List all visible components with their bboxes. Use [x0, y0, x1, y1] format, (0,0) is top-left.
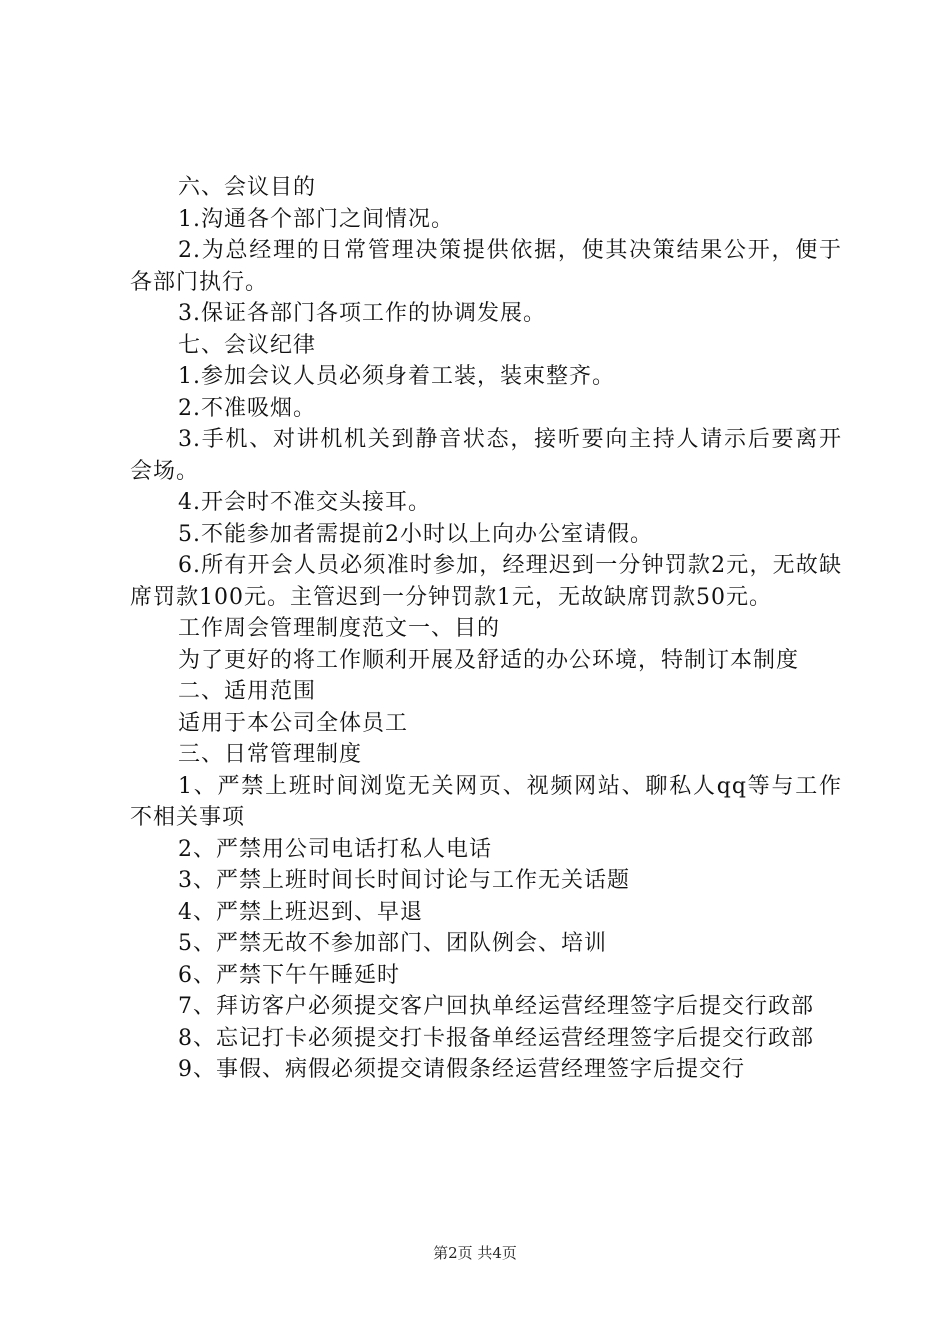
paragraph: 为了更好的将工作顺利开展及舒适的办公环境，特制订本制度 — [178, 647, 800, 673]
paragraph: 2.不准吸烟。 — [178, 395, 316, 421]
paragraph: 6.所有开会人员必须准时参加，经理迟到一分钟罚款2元，无故缺席罚款100元。主管迟到一分钟罚款1元，无故缺席罚款50元。 — [130, 553, 842, 610]
paragraph: 工作周会管理制度范文一、目的 — [178, 616, 501, 641]
paragraph: 1.参加会议人员必须身着工装，装束整齐。 — [178, 364, 615, 389]
paragraph: 3.保证各部门各项工作的协调发展。 — [178, 301, 546, 326]
paragraph: 2.为总经理的日常管理决策提供依据，使其决策结果公开，便于各部门执行。 — [130, 238, 842, 295]
paragraph: 二、适用范围 — [178, 679, 317, 704]
paragraph: 1、严禁上班时间浏览无关网页、视频网站、聊私人qq等与工作不相关事项 — [130, 773, 842, 830]
paragraph: 3.手机、对讲机机关到静音状态，接听要向主持人请示后要离开会场。 — [130, 427, 842, 484]
paragraph: 6、严禁下午午睡延时 — [178, 962, 400, 988]
paragraph: 2、严禁用公司电话打私人电话 — [178, 836, 492, 862]
paragraph: 4、严禁上班迟到、早退 — [178, 899, 423, 925]
paragraph: 9、事假、病假必须提交请假条经运营经理签字后提交行 — [178, 1057, 745, 1082]
paragraph: 7、拜访客户必须提交客户回执单经运营经理签字后提交行政部 — [178, 994, 814, 1019]
paragraph: 三、日常管理制度 — [178, 742, 363, 767]
paragraph: 8、忘记打卡必须提交打卡报备单经运营经理签字后提交行政部 — [178, 1025, 814, 1051]
document-body — [130, 172, 842, 1086]
paragraph: 七、会议纪律 — [178, 332, 317, 358]
paragraph: 适用于本公司全体员工 — [178, 710, 409, 736]
paragraph: 六、会议目的 — [178, 175, 317, 200]
paragraph: 3、严禁上班时间长时间讨论与工作无关话题 — [178, 868, 630, 893]
page-footer — [0, 1243, 950, 1263]
paragraph: 1.沟通各个部门之间情况。 — [178, 206, 454, 232]
paragraph: 4.开会时不准交头接耳。 — [178, 490, 431, 515]
paragraph: 5、严禁无故不参加部门、团队例会、培训 — [178, 931, 607, 956]
paragraph: 5.不能参加者需提前2小时以上向办公室请假。 — [178, 521, 653, 547]
page-number-label: 第2页 共4页 — [433, 1244, 517, 1262]
